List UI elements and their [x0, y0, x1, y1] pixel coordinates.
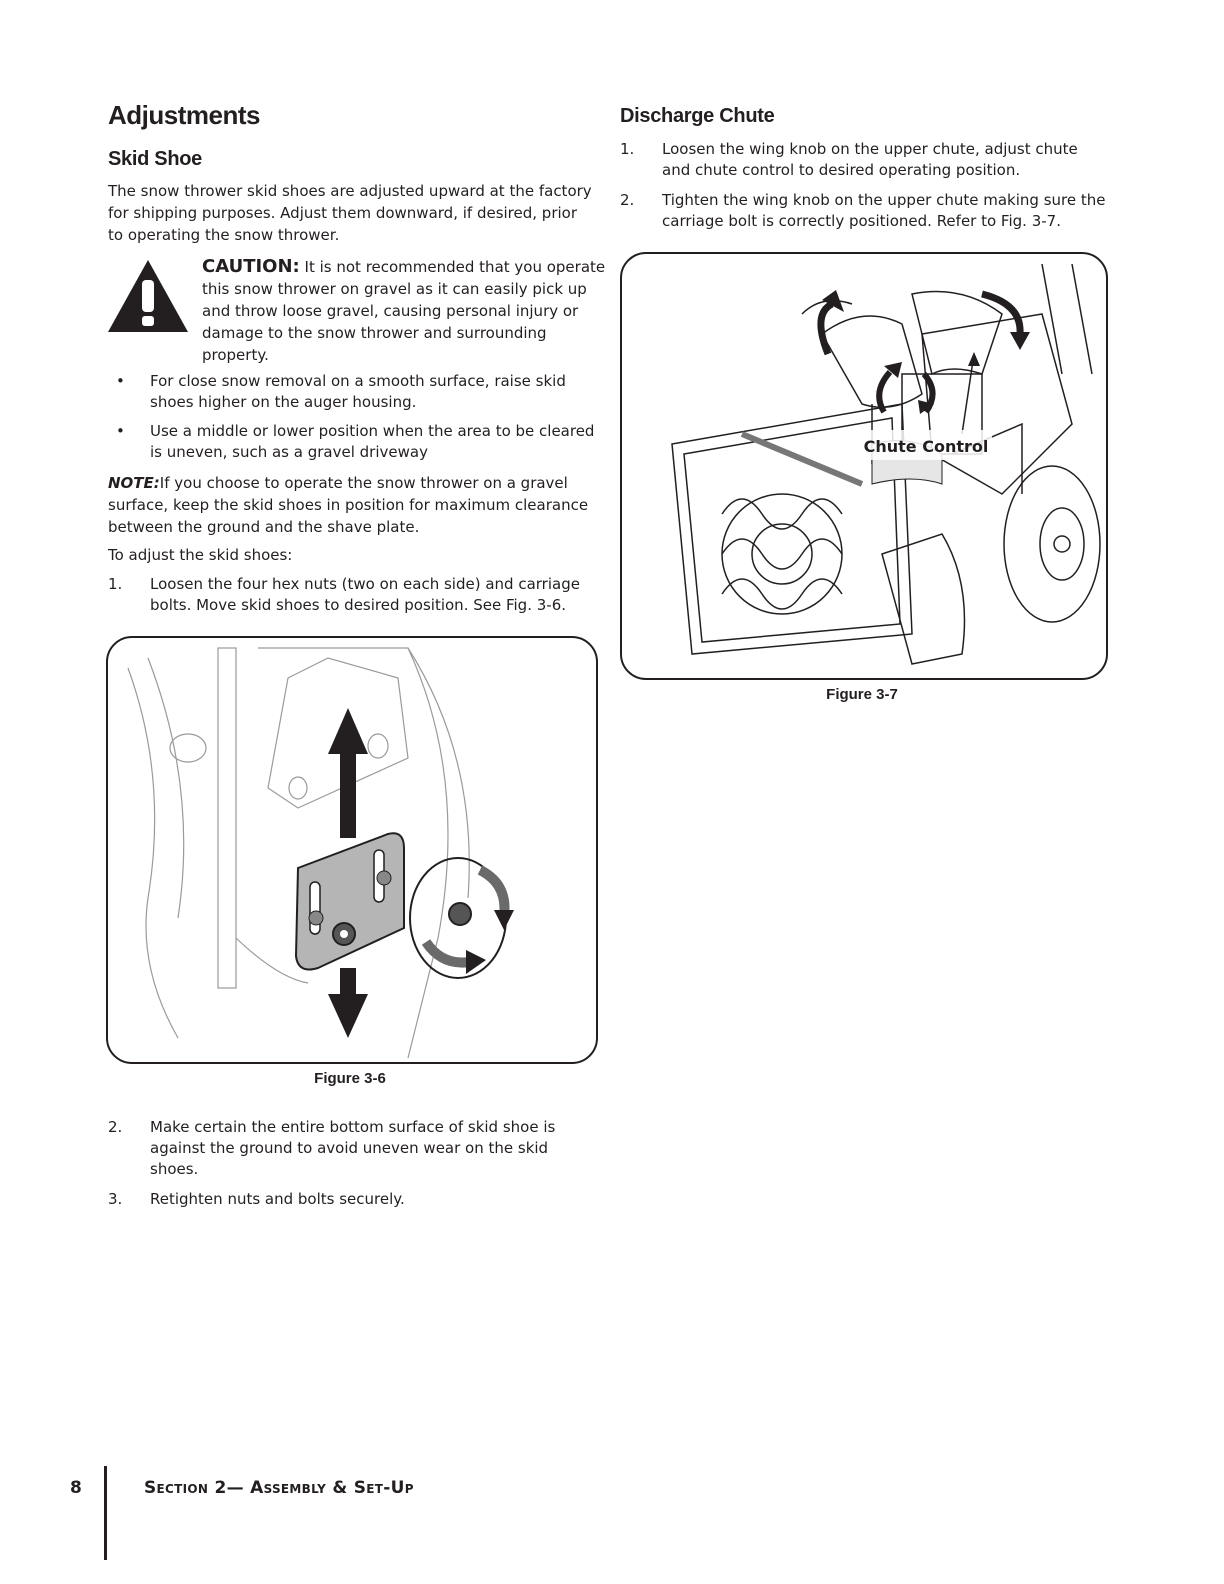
caution-label: CAUTION: — [202, 256, 300, 277]
note-line-1: If you choose to operate the snow thrower on a gravel — [159, 474, 568, 492]
skid-shoe-intro-line-1: The snow thrower skid shoes are adjusted upward at the factory — [108, 182, 592, 200]
bullet-1-line-2: shoes higher on the auger housing. — [150, 393, 417, 411]
caution-line-2: this snow thrower on gravel as it can easily pick up — [202, 280, 587, 298]
skid-shoe-title: Skid Shoe — [108, 148, 202, 170]
step-2-line-3: shoes. — [150, 1160, 199, 1178]
chute-step-1-line-1: Loosen the wing knob on the upper chute, adjust chute — [662, 140, 1078, 158]
skid-shoe-intro-line-3: to operating the snow thrower. — [108, 226, 340, 244]
caution-block — [202, 256, 605, 366]
bullet-2-line-1: Use a middle or lower position when the area to be cleared — [150, 422, 595, 440]
page-heading: Adjustments — [108, 100, 260, 130]
figure-3-6 — [106, 636, 598, 1064]
bullet-symbol: • — [116, 372, 125, 390]
figure-3-7-caption: Figure 3-7 — [826, 686, 898, 703]
note-line-3: between the ground and the shave plate. — [108, 518, 420, 536]
step-number: 1. — [620, 140, 635, 158]
step-2-line-2: against the ground to avoid uneven wear on the skid — [150, 1139, 549, 1157]
step-number: 2. — [108, 1118, 123, 1136]
step-number: 1. — [108, 575, 123, 593]
note-label: NOTE: — [108, 474, 160, 492]
discharge-chute-title: Discharge Chute — [620, 105, 775, 127]
caution-line-1: It is not recommended that you operate — [304, 258, 606, 276]
bullet-1-line-1: For close snow removal on a smooth surface, raise skid — [150, 372, 566, 390]
caution-line-3: and throw loose gravel, causing personal injury or — [202, 302, 579, 320]
to-adjust-text: To adjust the skid shoes: — [108, 546, 293, 564]
footer-section-title: Section 2— Assembly & Set-Up — [144, 1478, 414, 1498]
note-block — [108, 472, 588, 538]
chute-step-1-line-2: and chute control to desired operating position. — [662, 161, 1021, 179]
discharge-chute-illustration — [622, 254, 1106, 678]
warning-triangle-icon — [106, 258, 190, 334]
caution-line-4: damage to the snow thrower and surrounding — [202, 324, 547, 342]
step-2-line-1: Make certain the entire bottom surface of skid shoe is — [150, 1118, 556, 1136]
step-number: 2. — [620, 191, 635, 209]
figure-3-7 — [620, 252, 1108, 680]
footer-divider — [104, 1466, 107, 1560]
caution-line-5: property. — [202, 346, 269, 364]
chute-control-label: Chute Control — [863, 437, 989, 456]
bullet-2-line-2: is uneven, such as a gravel driveway — [150, 443, 428, 461]
figure-3-6-caption: Figure 3-6 — [314, 1070, 386, 1087]
skid-shoe-intro-line-2: for shipping purposes. Adjust them downward, if desired, prior — [108, 204, 577, 222]
note-line-2: surface, keep the skid shoes in position for maximum clearance — [108, 496, 589, 514]
bullet-symbol: • — [116, 422, 125, 440]
step-3-line-1: Retighten nuts and bolts securely. — [150, 1190, 405, 1208]
chute-step-2-line-2: carriage bolt is correctly positioned. Refer to Fig. 3-7. — [662, 212, 1061, 230]
skid-shoe-illustration — [108, 638, 596, 1062]
chute-step-2-line-1: Tighten the wing knob on the upper chute making sure the — [662, 191, 1106, 209]
step-1-line-2: bolts. Move skid shoes to desired position. See Fig. 3-6. — [150, 596, 567, 614]
step-number: 3. — [108, 1190, 123, 1208]
step-1-line-1: Loosen the four hex nuts (two on each side) and carriage — [150, 575, 580, 593]
page-number: 8 — [70, 1478, 82, 1498]
